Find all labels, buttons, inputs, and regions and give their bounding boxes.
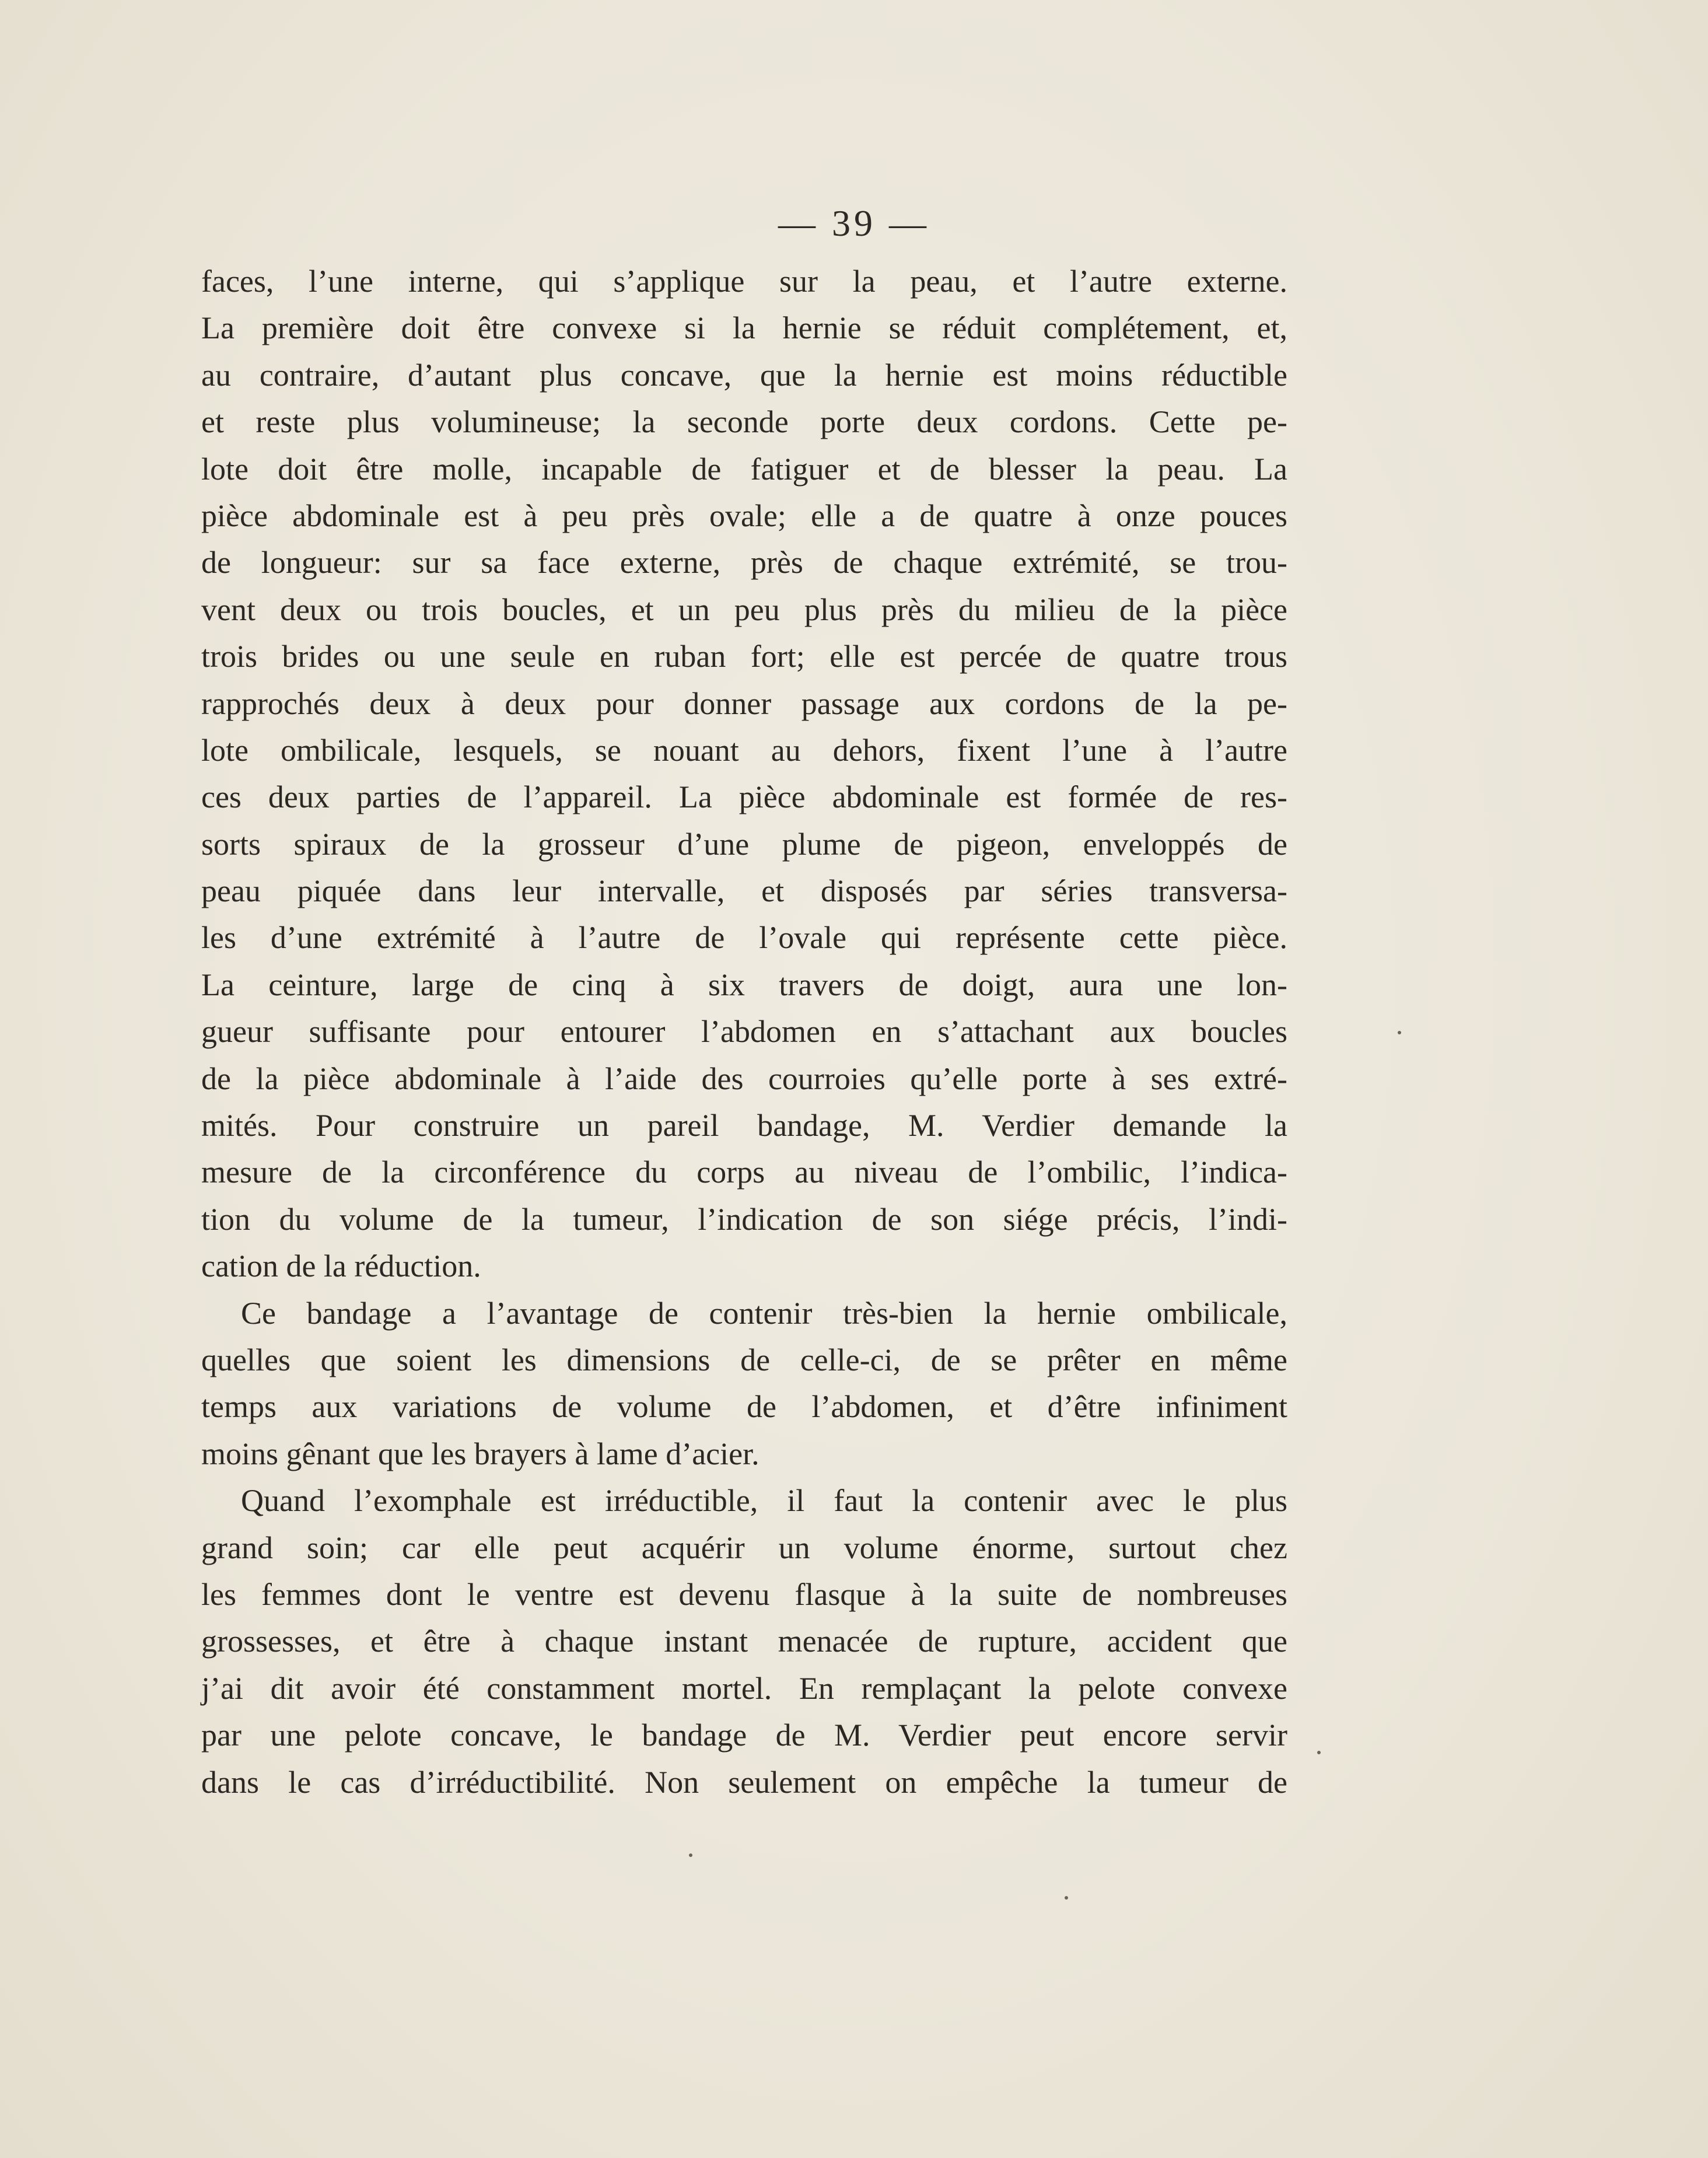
text-line: grand soin; car elle peut acquérir un volume énorme, surtout chez [201,1530,1287,1565]
paper-speck [1317,1751,1321,1754]
text-line: au contraire, d’autant plus concave, que la hernie est moins réductible [201,357,1287,393]
text-line: les d’une extrémité à l’autre de l’ovale qui représente cette pièce. [201,920,1287,956]
text-line: trois brides ou une seule en ruban fort; elle est percée de quatre trous [201,639,1287,674]
paragraph-1 [201,258,1287,1290]
text-line: pièce abdominale est à peu près ovale; elle a de quatre à onze pouces [201,498,1287,533]
text-line: peau piquée dans leur intervalle, et disposés par séries transversa- [201,873,1287,909]
text-line: de longueur: sur sa face externe, près de chaque extrémité, se trou- [201,545,1287,580]
paragraph-3 [201,1477,1287,1806]
text-line: les femmes dont le ventre est devenu flasque à la suite de nombreuses [201,1576,1287,1612]
text-line: vent deux ou trois boucles, et un peu plus près du milieu de la pièce [201,592,1287,627]
paragraph-2 [201,1290,1287,1478]
paper-speck [689,1853,692,1857]
text-line: La ceinture, large de cinq à six travers de doigt, aura une lon- [201,967,1287,1002]
text-line: Ce bandage a l’avantage de contenir très-bien la hernie ombilicale, [241,1295,1287,1331]
text-line: tion du volume de la tumeur, l’indication de son siége précis, l’indi- [201,1201,1287,1237]
text-line: cation de la réduction. [201,1248,481,1284]
text-line: La première doit être convexe si la hernie se réduit complétement, et, [201,310,1287,346]
text-line: lote doit être molle, incapable de fatiguer et de blesser la peau. La [201,451,1287,487]
text-line: Quand l’exomphale est irréductible, il faut la contenir avec le plus [241,1483,1287,1519]
text-line: j’ai dit avoir été constamment mortel. En remplaçant la pelote convexe [201,1670,1287,1706]
text-line: de la pièce abdominale à l’aide des courroies qu’elle porte à ses extré- [201,1061,1287,1096]
text-line: sorts spiraux de la grosseur d’une plume de pigeon, enveloppés de [201,826,1287,862]
body-text [201,258,1287,1806]
text-line: ces deux parties de l’appareil. La pièce abdominale est formée de res- [201,779,1287,815]
paper-speck [1065,1896,1068,1900]
text-line: faces, l’une interne, qui s’applique sur la peau, et l’autre externe. [201,264,1287,299]
page-number: — 39 — [778,202,930,244]
text-line: et reste plus volumineuse; la seconde porte deux cordons. Cette pe- [201,404,1287,440]
text-line: dans le cas d’irréductibilité. Non seulement on empêche la tumeur de [201,1764,1287,1800]
text-line: mités. Pour construire un pareil bandage, M. Verdier demande la [201,1108,1287,1143]
text-line: rapprochés deux à deux pour donner passage aux cordons de la pe- [201,685,1287,721]
text-line: gueur suffisante pour entourer l’abdomen en s’attachant aux boucles [201,1014,1287,1050]
text-line: par une pelote concave, le bandage de M. Verdier peut encore servir [201,1718,1287,1753]
text-line: mesure de la circonférence du corps au niveau de l’ombilic, l’indica- [201,1155,1287,1190]
text-line: temps aux variations de volume de l’abdomen, et d’être infiniment [201,1389,1287,1425]
text-line: moins gênant que les brayers à lame d’acier. [201,1436,760,1471]
text-line: quelles que soient les dimensions de celle-ci, de se prêter en même [201,1342,1287,1377]
paper-speck [1398,1031,1401,1034]
text-line: grossesses, et être à chaque instant menacée de rupture, accident que [201,1624,1287,1659]
text-line: lote ombilicale, lesquels, se nouant au dehors, fixent l’une à l’autre [201,732,1287,768]
